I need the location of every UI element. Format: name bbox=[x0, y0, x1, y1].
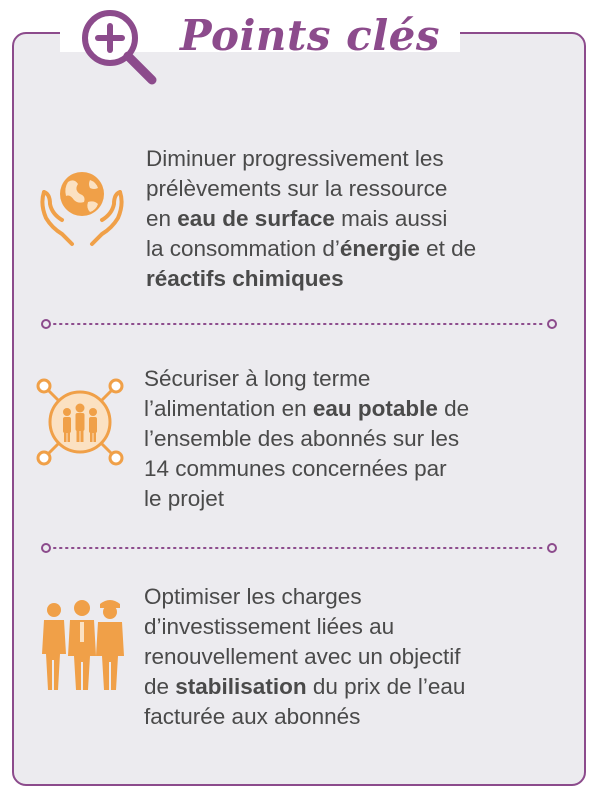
text-line bbox=[146, 264, 576, 294]
globe-in-hands-icon bbox=[38, 168, 126, 248]
text-line: le projet bbox=[144, 486, 225, 511]
key-point-text-2 bbox=[144, 364, 574, 514]
text-line: en eau de surface mais aussi bbox=[146, 206, 448, 231]
text-line: de stabilisation du prix de l’eau bbox=[144, 674, 466, 699]
text-line: facturée aux abonnés bbox=[144, 704, 361, 729]
text-line: d’investissement liées au bbox=[144, 614, 395, 639]
team-of-workers-icon bbox=[38, 596, 126, 692]
text-line: prélèvements sur la ressource bbox=[146, 176, 448, 201]
dotted-divider bbox=[40, 542, 558, 554]
key-point-text-1 bbox=[146, 144, 576, 294]
text-line: la consommation d’énergie et de bbox=[146, 236, 477, 261]
magnifier-plus-icon bbox=[72, 4, 162, 88]
highlight-energy: énergie bbox=[339, 236, 420, 261]
connected-people-network-icon bbox=[34, 376, 126, 468]
highlight-chemicals: réactifs chimiques bbox=[146, 266, 344, 291]
text-line: renouvellement avec un objectif bbox=[144, 644, 461, 669]
highlight-stabilisation: stabilisation bbox=[175, 674, 307, 699]
key-point-text-3 bbox=[144, 582, 574, 732]
dotted-divider bbox=[40, 318, 558, 330]
text-line: l’alimentation en eau potable de bbox=[144, 396, 470, 421]
text-line: Optimiser les charges bbox=[144, 584, 362, 609]
highlight-surface-water: eau de surface bbox=[177, 206, 335, 231]
highlight-drinking-water: eau potable bbox=[312, 396, 438, 421]
text-line: Diminuer progressivement les bbox=[146, 146, 444, 171]
text-line: 14 communes concernées par bbox=[144, 456, 447, 481]
page-title: Points clés bbox=[180, 11, 441, 60]
text-line: Sécuriser à long terme bbox=[144, 366, 371, 391]
text-line: l’ensemble des abonnés sur les bbox=[144, 426, 460, 451]
